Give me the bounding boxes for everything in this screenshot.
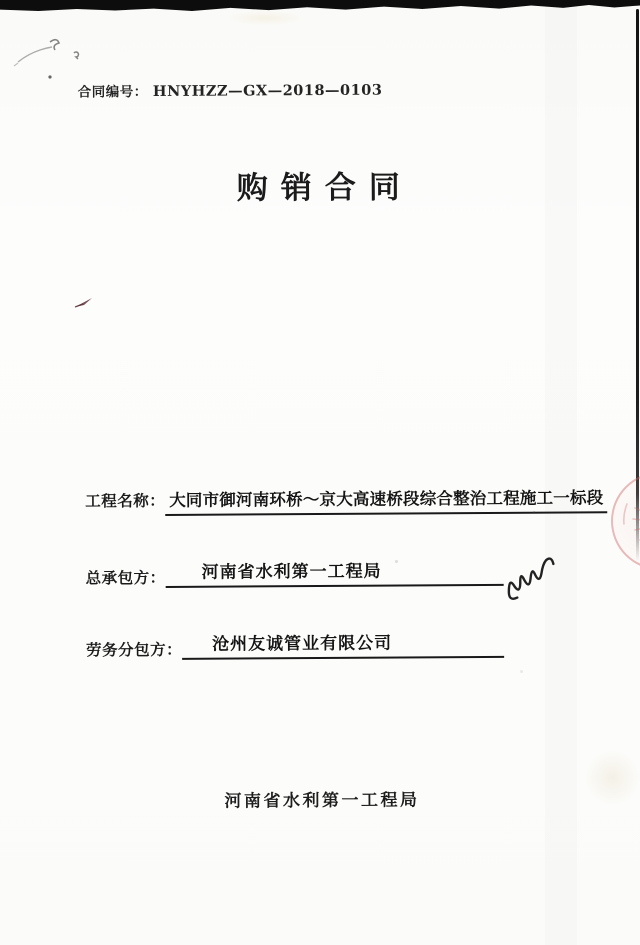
contract-number xyxy=(78,79,383,101)
document-title: 购销合同 xyxy=(236,169,413,207)
labor-subcontractor-value: 沧州友诚管业有限公司 xyxy=(182,628,504,660)
field-labor-subcontractor xyxy=(86,628,504,661)
field-general-contractor xyxy=(86,556,504,589)
contract-number-label: 合同编号： xyxy=(77,84,148,101)
project-name-value: 大同市御河南环桥～京大高速桥段综合整治工程施工一标段 xyxy=(165,484,607,516)
general-contractor-value: 河南省水利第一工程局 xyxy=(166,556,504,588)
contract-number-value: HNYHZZ—GX—2018—0103 xyxy=(152,81,383,101)
red-seal-stamp-icon xyxy=(611,472,640,570)
labor-subcontractor-label: 劳务分包方： xyxy=(86,639,183,660)
footer-organization: 河南省水利第一工程局 xyxy=(224,790,420,812)
project-name-label: 工程名称： xyxy=(85,490,166,511)
general-contractor-label: 总承包方： xyxy=(85,567,166,588)
handwriting-scribble-icon xyxy=(472,504,598,608)
